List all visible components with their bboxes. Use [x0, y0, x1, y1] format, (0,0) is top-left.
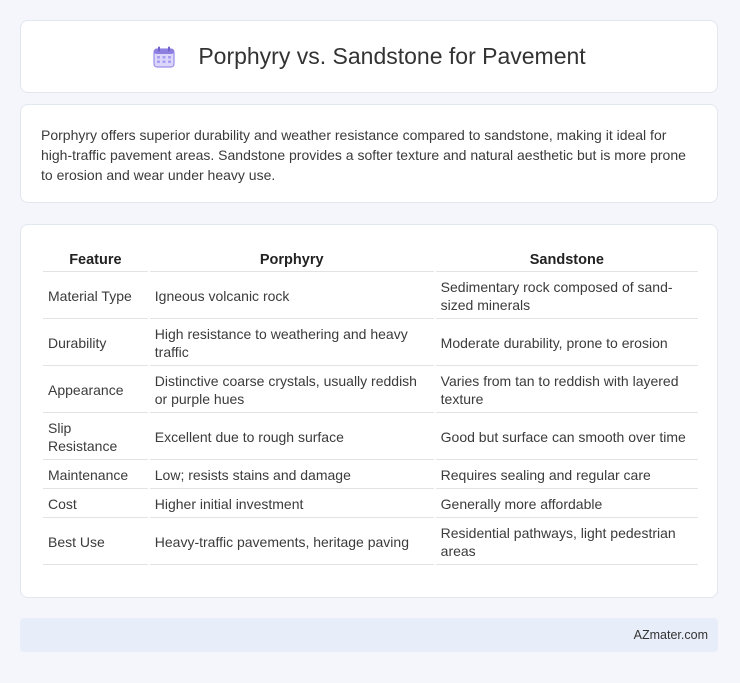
table-row [43, 415, 698, 460]
footer [20, 618, 718, 652]
porphyry-cell: Excellent due to rough surface [150, 415, 434, 460]
porphyry-cell: Higher initial investment [150, 491, 434, 518]
feature-cell: Cost [43, 491, 148, 518]
table-row [43, 321, 698, 366]
comparison-table [41, 245, 700, 567]
table-row [43, 520, 698, 565]
porphyry-cell: Igneous volcanic rock [150, 274, 434, 319]
sandstone-cell: Requires sealing and regular care [436, 462, 698, 489]
table-row [43, 368, 698, 413]
feature-cell: Best Use [43, 520, 148, 565]
feature-cell: Durability [43, 321, 148, 366]
porphyry-cell: Distinctive coarse crystals, usually reddish or purple hues [150, 368, 434, 413]
table-row [43, 491, 698, 518]
table-row [43, 274, 698, 319]
feature-cell: Appearance [43, 368, 148, 413]
sandstone-cell: Moderate durability, prone to erosion [436, 321, 698, 366]
feature-cell: Material Type [43, 274, 148, 319]
calendar-icon [152, 45, 176, 69]
feature-cell: Slip Resistance [43, 415, 148, 460]
sandstone-cell: Varies from tan to reddish with layered texture [436, 368, 698, 413]
table-row [43, 462, 698, 489]
intro-card [20, 104, 718, 203]
feature-cell: Maintenance [43, 462, 148, 489]
table-header-row [43, 247, 698, 272]
porphyry-cell: High resistance to weathering and heavy traffic [150, 321, 434, 366]
title-card [20, 20, 718, 93]
footer-site-name[interactable]: AZmater.com [633, 628, 708, 642]
header-sandstone: Sandstone [436, 247, 698, 272]
sandstone-cell: Generally more affordable [436, 491, 698, 518]
header-feature: Feature [43, 247, 148, 272]
porphyry-cell: Heavy-traffic pavements, heritage paving [150, 520, 434, 565]
comparison-table-card [20, 224, 718, 598]
intro-text: Porphyry offers superior durability and weather resistance compared to sandstone, making it ideal for high-traffic pavement areas. Sandstone provides a softer texture and natural aesthetic but is more prone to erosion and wear under heavy use. [41, 127, 686, 183]
porphyry-cell: Low; resists stains and damage [150, 462, 434, 489]
header-porphyry: Porphyry [150, 247, 434, 272]
sandstone-cell: Residential pathways, light pedestrian areas [436, 520, 698, 565]
sandstone-cell: Good but surface can smooth over time [436, 415, 698, 460]
page-title: Porphyry vs. Sandstone for Pavement [198, 43, 586, 69]
sandstone-cell: Sedimentary rock composed of sand-sized minerals [436, 274, 698, 319]
